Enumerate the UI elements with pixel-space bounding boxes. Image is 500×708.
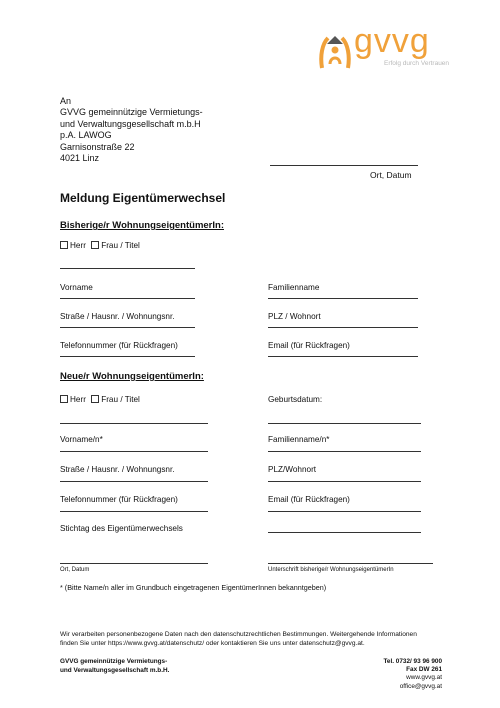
new-vorname-label: Vorname/n* bbox=[60, 435, 103, 444]
place-date-field[interactable] bbox=[270, 165, 418, 166]
new-plz-field[interactable] bbox=[268, 481, 421, 482]
signature-field[interactable] bbox=[268, 563, 433, 564]
address-line: An bbox=[60, 96, 72, 106]
new-familienname-field[interactable] bbox=[268, 451, 421, 452]
new-familienname-label: Familienname/n* bbox=[268, 435, 330, 444]
page-title: Meldung Eigentümerwechsel bbox=[60, 191, 226, 205]
address-line: und Verwaltungsgesellschaft m.b.H bbox=[60, 118, 201, 129]
address-line: GVVG gemeinnützige Vermietungs- bbox=[60, 107, 203, 118]
logo-tagline: Erfolg durch Vertrauen bbox=[384, 60, 450, 67]
new-strasse-label: Straße / Hausnr. / Wohnungsnr. bbox=[60, 465, 175, 474]
previous-email-label: Email (für Rückfragen) bbox=[268, 341, 350, 350]
previous-strasse-label: Straße / Hausnr. / Wohnungsnr. bbox=[60, 312, 175, 321]
privacy-notice: Wir verarbeiten personenbezogene Daten nach den datenschutzrechtlichen Bestimmungen. Weitergehende Informationen finden Sie unter https://www.gvvg.at/datenschutz/ oder kontaktieren Sie uns unter datenschutz@gvvg.at. bbox=[60, 631, 417, 647]
signature-label: Unterschrift bisherige/r WohnungseigentümerIn bbox=[268, 567, 394, 573]
new-telefon-field[interactable] bbox=[60, 511, 208, 512]
frau-checkbox[interactable] bbox=[91, 395, 99, 403]
address-line: Garnisonstraße 22 bbox=[60, 141, 135, 152]
previous-vorname-field[interactable] bbox=[60, 298, 195, 299]
owners-note: * (Bitte Name/n aller im Grundbuch eingetragenen EigentümerInnen bekanntgeben) bbox=[60, 583, 327, 592]
previous-telefon-label: Telefonnummer (für Rückfragen) bbox=[60, 341, 178, 350]
herr-checkbox[interactable] bbox=[60, 395, 68, 403]
footer-fax: Fax DW 261 bbox=[406, 666, 442, 674]
new-strasse-field[interactable] bbox=[60, 481, 208, 482]
new-plz-label: PLZ/Wohnort bbox=[268, 465, 317, 474]
new-vorname-field[interactable] bbox=[60, 451, 208, 452]
new-salutation: Herr Frau / Titel bbox=[60, 395, 140, 404]
signature-date-label: Ort, Datum bbox=[60, 567, 90, 573]
herr-checkbox[interactable] bbox=[60, 241, 68, 249]
previous-familienname-label: Familienname bbox=[268, 283, 320, 292]
previous-strasse-field[interactable] bbox=[60, 327, 195, 328]
new-title-field[interactable] bbox=[60, 423, 208, 424]
previous-salutation: Herr Frau / Titel bbox=[60, 241, 140, 250]
address-line: 4021 Linz bbox=[60, 153, 100, 164]
gvvg-logo bbox=[318, 22, 468, 78]
frau-checkbox[interactable] bbox=[91, 241, 99, 249]
place-date-label: Ort, Datum bbox=[370, 170, 412, 180]
previous-telefon-field[interactable] bbox=[60, 356, 195, 357]
previous-plz-field[interactable] bbox=[268, 327, 418, 328]
stichtag-field[interactable] bbox=[268, 532, 421, 533]
previous-vorname-label: Vorname bbox=[60, 283, 93, 292]
footer-company: GVVG gemeinnützige Vermietungs- und Verwaltungsgesellschaft m.b.H. bbox=[60, 658, 170, 674]
address-line: p.A. LAWOG bbox=[60, 130, 112, 141]
previous-title-field[interactable] bbox=[60, 268, 195, 269]
new-email-field[interactable] bbox=[268, 511, 421, 512]
footer-contact bbox=[383, 658, 442, 691]
new-telefon-label: Telefonnummer (für Rückfragen) bbox=[60, 495, 178, 504]
footer-tel: Tel. 0732/ 93 96 900 bbox=[383, 658, 442, 665]
new-email-label: Email (für Rückfragen) bbox=[268, 495, 350, 504]
recipient-address bbox=[60, 96, 203, 164]
stichtag-label: Stichtag des Eigentümerwechsels bbox=[60, 524, 183, 533]
previous-email-field[interactable] bbox=[268, 356, 418, 357]
new-geburtsdatum-field[interactable] bbox=[268, 423, 421, 424]
logo-wordmark: gvvg bbox=[354, 22, 430, 60]
footer-web[interactable]: www.gvvg.at bbox=[406, 674, 442, 682]
new-geburtsdatum-label: Geburtsdatum: bbox=[268, 395, 323, 404]
new-owner-heading: Neue/r WohnungseigentümerIn: bbox=[60, 371, 204, 382]
signature-date-field[interactable] bbox=[60, 563, 208, 564]
footer-email[interactable]: office@gvvg.at bbox=[399, 682, 442, 690]
previous-familienname-field[interactable] bbox=[268, 298, 418, 299]
house-person-icon bbox=[318, 30, 352, 70]
previous-owner-heading: Bisherige/r WohnungseigentümerIn: bbox=[60, 220, 224, 231]
previous-plz-label: PLZ / Wohnort bbox=[268, 312, 321, 321]
